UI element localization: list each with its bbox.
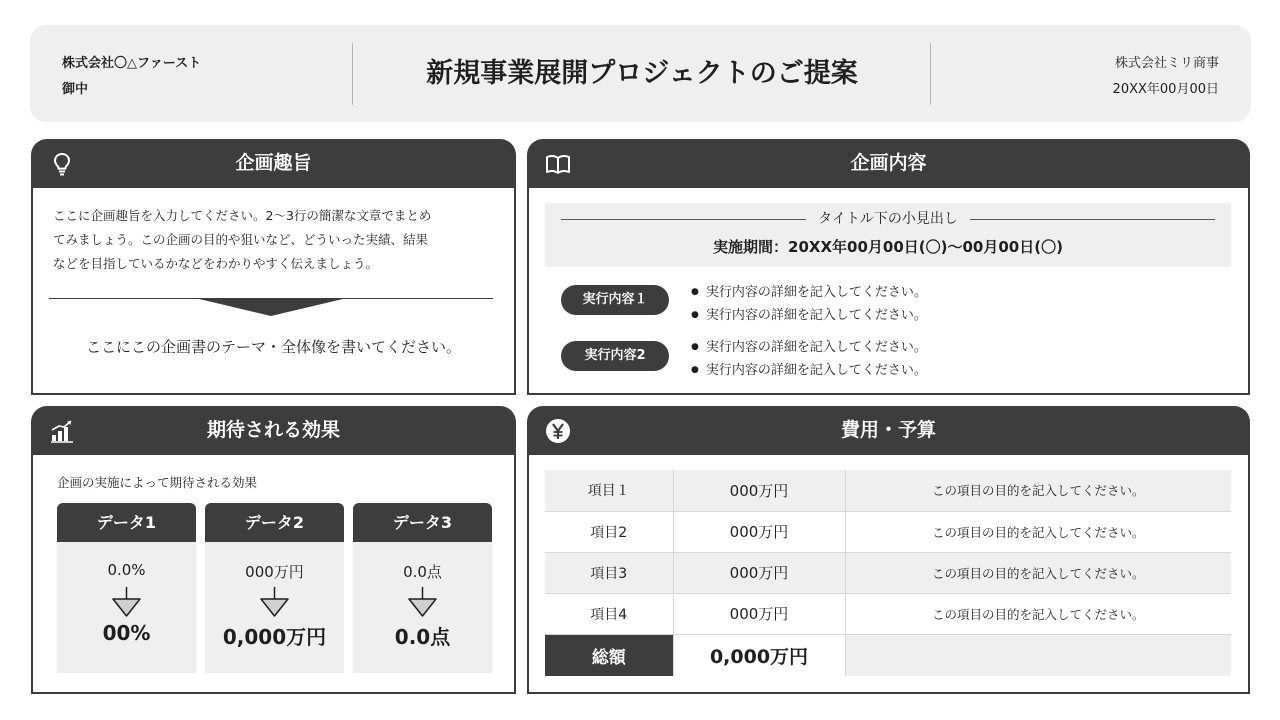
- budget-table: [545, 470, 1231, 676]
- list-item: ● 実行内容の詳細を記入してください。: [691, 337, 927, 360]
- client-block: [62, 51, 201, 103]
- purpose-line: ここに企画趣旨を入力してください。2〜3行の簡潔な文章でまとめ: [53, 208, 432, 223]
- table-row: [545, 511, 1231, 552]
- budget-amount: 000万円: [673, 511, 845, 552]
- sender-name: 株式会社ミリ商事: [1114, 56, 1219, 71]
- budget-panel: [527, 406, 1250, 694]
- document-date: 20XX年00月00日: [1112, 82, 1219, 97]
- data-card-3: [353, 503, 492, 673]
- purpose-heading: 企画趣旨: [235, 152, 312, 174]
- data-card-label: データ3: [353, 503, 492, 542]
- content-subtitle: [545, 209, 1231, 229]
- client-honorific: 御中: [62, 82, 89, 97]
- effects-panel-header: [31, 406, 516, 455]
- budget-purpose: この項目の目的を記入してください。: [845, 470, 1231, 511]
- arrow-down-icon: [407, 587, 438, 617]
- data-card-before: 000万円: [245, 563, 304, 581]
- budget-item: 項目2: [545, 511, 673, 552]
- exec-item-1-details: [691, 282, 927, 328]
- list-item: ● 実行内容の詳細を記入してください。: [691, 282, 927, 305]
- exec-item-1-label: 実行内容１: [561, 285, 669, 315]
- data-card-after: 00%: [102, 621, 151, 645]
- table-row: [545, 593, 1231, 634]
- data-card-label: データ1: [57, 503, 196, 542]
- budget-total-blank: [845, 634, 1231, 676]
- data-card-after: 0,000万円: [222, 625, 327, 649]
- arrow-down-icon: [259, 587, 290, 617]
- budget-total-label: 総額: [545, 634, 673, 676]
- header-divider-left: [352, 43, 353, 105]
- purpose-line: てみましょう。この企画の目的や狙いなど、どういった実績、結果: [53, 232, 429, 247]
- budget-amount: 000万円: [673, 593, 845, 634]
- budget-purpose: この項目の目的を記入してください。: [845, 593, 1231, 634]
- content-summary-box: [545, 203, 1231, 267]
- content-period: 実施期間：20XX年00月00日(〇)〜00月00日(〇): [713, 238, 1063, 256]
- content-panel: [527, 139, 1250, 395]
- content-subtitle-text: タイトル下の小見出し: [806, 211, 970, 227]
- effects-panel: [31, 406, 516, 694]
- exec-item-2-details: [691, 337, 927, 383]
- purpose-panel-body: [31, 188, 516, 395]
- table-row: [545, 470, 1231, 511]
- budget-purpose: この項目の目的を記入してください。: [845, 552, 1231, 593]
- content-panel-body: [527, 188, 1250, 395]
- content-panel-header: [527, 139, 1250, 188]
- document-title: 新規事業展開プロジェクトのご提案: [426, 58, 858, 89]
- data-card-2: [205, 503, 344, 673]
- data-card-before: 0.0%: [107, 561, 146, 579]
- budget-total-row: [545, 634, 1231, 676]
- purpose-description: [53, 204, 473, 276]
- purpose-panel-header: [31, 139, 516, 188]
- budget-amount: 000万円: [673, 470, 845, 511]
- effects-caption: 企画の実施によって期待される効果: [57, 475, 258, 490]
- budget-heading: 費用・予算: [840, 419, 936, 441]
- table-row: [545, 552, 1231, 593]
- purpose-line: などを目指しているかなどをわかりやすく伝えましょう。: [53, 256, 379, 271]
- list-item: ● 実行内容の詳細を記入してください。: [691, 360, 927, 383]
- client-name: 株式会社〇△ファースト: [62, 56, 202, 71]
- budget-item: 項目１: [545, 470, 673, 511]
- budget-purpose: この項目の目的を記入してください。: [845, 511, 1231, 552]
- purpose-panel: [31, 139, 516, 395]
- header-divider-right: [930, 43, 931, 105]
- effects-panel-body: [31, 455, 516, 694]
- purpose-theme: ここにこの企画書のテーマ・全体像を書いてください。: [85, 338, 461, 356]
- budget-panel-header: [527, 406, 1250, 455]
- sender-block: [1113, 51, 1219, 103]
- document-header: [30, 25, 1251, 122]
- budget-panel-body: [527, 455, 1250, 694]
- exec-item-2-label: 実行内容2: [561, 341, 669, 371]
- budget-item: 項目3: [545, 552, 673, 593]
- content-heading: 企画内容: [850, 152, 927, 174]
- purpose-arrow-down: [195, 298, 347, 316]
- data-card-after: 0.0点: [394, 625, 451, 649]
- list-item: ● 実行内容の詳細を記入してください。: [691, 305, 927, 328]
- data-card-before: 0.0点: [403, 563, 442, 581]
- data-card-1: [57, 503, 196, 673]
- data-card-label: データ2: [205, 503, 344, 542]
- budget-item: 項目4: [545, 593, 673, 634]
- budget-total-amount: 0,000万円: [673, 634, 845, 676]
- effects-heading: 期待される効果: [206, 419, 340, 441]
- budget-amount: 000万円: [673, 552, 845, 593]
- arrow-down-icon: [111, 587, 142, 617]
